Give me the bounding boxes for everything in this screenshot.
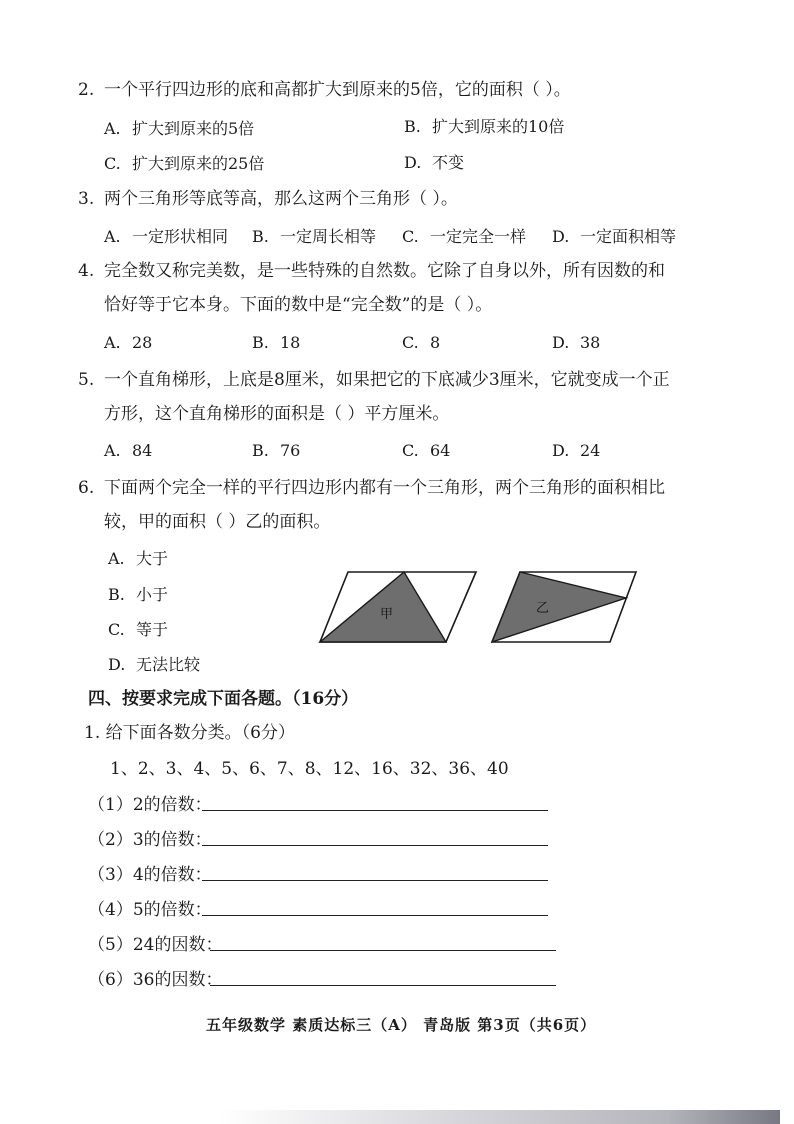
item-multiples-of-2-label: （1）2的倍数： [88, 795, 212, 815]
page-footer: 五年级数学 素质达标三（A） 青岛版 第3页（共6页） [206, 1016, 597, 1034]
question-5-stem: 5. 一个直角梯形，上底是8厘米，如果把它的下底减少3厘米，它就变成一个正 [78, 370, 670, 390]
q2-option-c[interactable]: C. 扩大到原来的25倍 [104, 154, 265, 173]
q5-option-c[interactable]: C. 64 [402, 441, 451, 460]
answer-line-multiples-of-5[interactable] [202, 915, 548, 916]
item-factors-of-24-label: （5）24的因数： [88, 935, 223, 955]
q6-option-b[interactable]: B. 小于 [108, 585, 169, 604]
number-list: 1、2、3、4、5、6、7、8、12、16、32、36、40 [110, 759, 509, 779]
q5-option-b[interactable]: B. 76 [252, 441, 301, 460]
q5-option-a[interactable]: A. 84 [104, 441, 153, 460]
answer-line-factors-of-24[interactable] [210, 950, 556, 951]
question-4-stem: 4. 完全数又称完美数，是一些特殊的自然数。它除了自身以外，所有因数的和 [78, 261, 665, 281]
q4-option-b[interactable]: B. 18 [252, 333, 301, 352]
q2-option-b[interactable]: B. 扩大到原来的10倍 [404, 117, 565, 136]
q3-option-b[interactable]: B. 一定周长相等 [252, 227, 377, 246]
q3-option-a[interactable]: A. 一定形状相同 [104, 227, 229, 246]
question-6-stem-cont: 较，甲的面积（ ）乙的面积。 [104, 512, 331, 532]
q6-option-d[interactable]: D. 无法比较 [108, 655, 201, 674]
q2-option-a[interactable]: A. 扩大到原来的5倍 [104, 119, 255, 138]
section-4-q1-stem: 1. 给下面各数分类。（6分） [84, 723, 295, 743]
answer-line-multiples-of-4[interactable] [202, 880, 548, 881]
parallelogram-jia-figure [318, 570, 478, 646]
scan-edge-artifact [220, 1110, 780, 1124]
triangle-yi [492, 572, 626, 642]
q4-option-a[interactable]: A. 28 [104, 333, 153, 352]
q2-option-d[interactable]: D. 不变 [404, 153, 465, 172]
question-2-stem: 2. 一个平行四边形的底和高都扩大到原来的5倍，它的面积（ ）。 [78, 80, 571, 100]
item-multiples-of-3-label: （2）3的倍数： [88, 830, 212, 850]
answer-line-factors-of-36[interactable] [210, 985, 556, 986]
question-6-stem: 6. 下面两个完全一样的平行四边形内都有一个三角形，两个三角形的面积相比 [78, 478, 665, 498]
q5-option-d[interactable]: D. 24 [552, 441, 601, 460]
question-4-stem-cont: 恰好等于它本身。下面的数中是“完全数”的是（ ）。 [104, 295, 493, 315]
q6-option-a[interactable]: A. 大于 [108, 549, 169, 568]
q3-option-d[interactable]: D. 一定面积相等 [552, 227, 677, 246]
q6-option-c[interactable]: C. 等于 [108, 620, 169, 639]
section-4-title: 四、按要求完成下面各题。（16分） [88, 689, 359, 709]
q4-option-c[interactable]: C. 8 [402, 333, 441, 352]
parallelogram-yi-figure [490, 570, 640, 646]
item-multiples-of-4-label: （3）4的倍数： [88, 865, 212, 885]
q4-option-d[interactable]: D. 38 [552, 333, 601, 352]
triangle-jia-label: 甲 [380, 607, 394, 622]
triangle-yi-label: 乙 [536, 601, 550, 616]
question-3-stem: 3. 两个三角形等底等高，那么这两个三角形（ ）。 [78, 189, 458, 209]
q3-option-c[interactable]: C. 一定完全一样 [402, 227, 527, 246]
question-5-stem-cont: 方形，这个直角梯形的面积是（ ）平方厘米。 [104, 404, 450, 424]
item-multiples-of-5-label: （4）5的倍数： [88, 900, 212, 920]
answer-line-multiples-of-3[interactable] [202, 845, 548, 846]
answer-line-multiples-of-2[interactable] [202, 810, 548, 811]
item-factors-of-36-label: （6）36的因数： [88, 970, 223, 990]
